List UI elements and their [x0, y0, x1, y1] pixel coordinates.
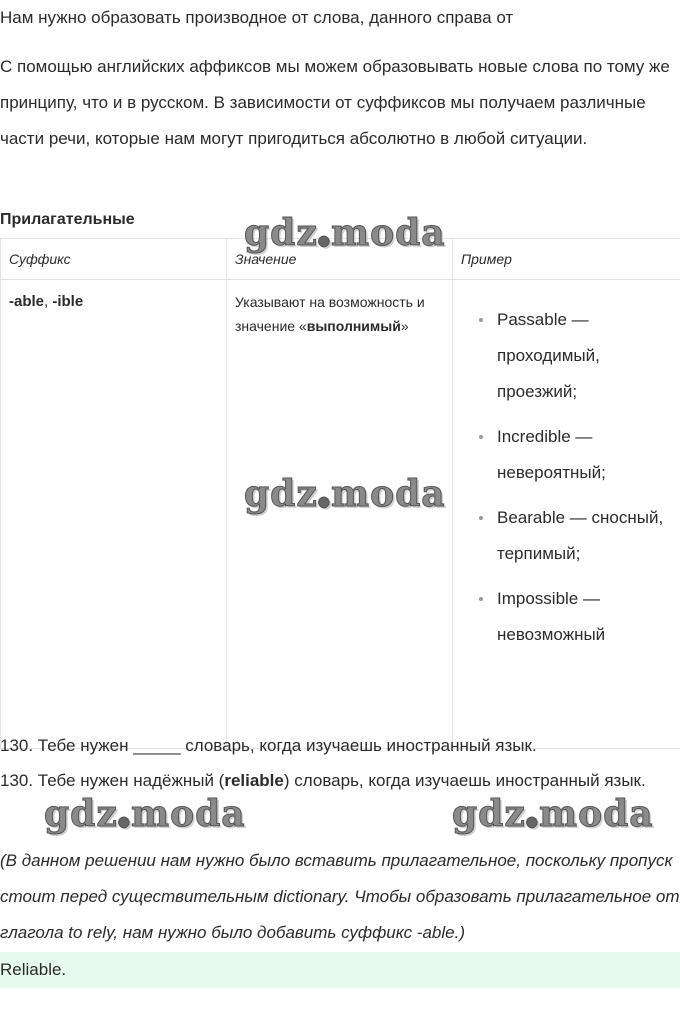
example-list: [453, 280, 680, 653]
list-item: Incredible — невероятный;: [473, 419, 680, 491]
example-cell: [453, 280, 680, 749]
list-item: Impossible — невозможный: [473, 581, 680, 653]
watermark-dot: ●: [525, 814, 540, 830]
watermark-left: gdz: [452, 793, 526, 835]
watermark-right: moda: [131, 793, 246, 835]
meaning-bold: выполнимый: [306, 318, 401, 334]
suffix-cell: [1, 280, 227, 749]
intro-text: Нам нужно образовать производное от слова, данного справа от: [0, 8, 514, 27]
task-text: 130. Тебе нужен _____ словарь, когда изучаешь иностранный язык.: [0, 736, 537, 755]
table-header-example: Пример: [453, 239, 680, 280]
meaning-text-end: »: [400, 318, 409, 334]
meaning-text: Указывают на возможность и значение «: [235, 294, 425, 334]
suffix-ible: -ible: [52, 293, 84, 310]
watermark-logo: [244, 213, 446, 261]
list-item: Passable — проходимый, проезжий;: [473, 302, 680, 410]
watermark-logo: [44, 794, 246, 842]
answer-box: Reliable.: [0, 952, 680, 988]
watermark-left: gdz: [44, 793, 118, 835]
watermark-left: gdz: [244, 473, 318, 515]
suffix-separator: ,: [44, 293, 53, 310]
watermark-dot: ●: [317, 494, 332, 510]
table-header-suffix: Суффикс: [1, 239, 227, 280]
solution-end: ) словарь, когда изучаешь иностранный язык.: [283, 771, 646, 790]
section-heading: Прилагательные: [0, 211, 135, 228]
suffix-able: -able: [9, 293, 45, 310]
solution-bold-word: reliable: [224, 771, 284, 790]
watermark-right: moda: [539, 793, 654, 835]
watermark-dot: ●: [117, 814, 132, 830]
watermark-right: moda: [331, 473, 446, 515]
watermark-logo: [452, 794, 654, 842]
solution-start: 130. Тебе нужен надёжный (: [0, 771, 225, 790]
intro-paragraph: С помощью английских аффиксов мы можем образовывать новые слова по тому же принципу, что и в русском. В зависимости от суффиксов мы получаем различные части речи, которые нам могут пригодиться абсолютно в любой ситуации.: [0, 57, 670, 148]
watermark-right: moda: [331, 212, 446, 254]
watermark-left: gdz: [244, 212, 318, 254]
watermark-dot: ●: [317, 233, 332, 249]
watermark-logo: [244, 474, 446, 522]
explanation-text: (В данном решении нам нужно было вставить прилагательное, поскольку пропуск стоит перед существительным dictionary. Чтобы образовать прилагательное от глагола to rely, нам нужно было добавить суффикс -able.): [0, 851, 680, 942]
table-header-meaning: Значение: [227, 239, 453, 280]
list-item: Bearable — сносный, терпимый;: [473, 500, 680, 572]
